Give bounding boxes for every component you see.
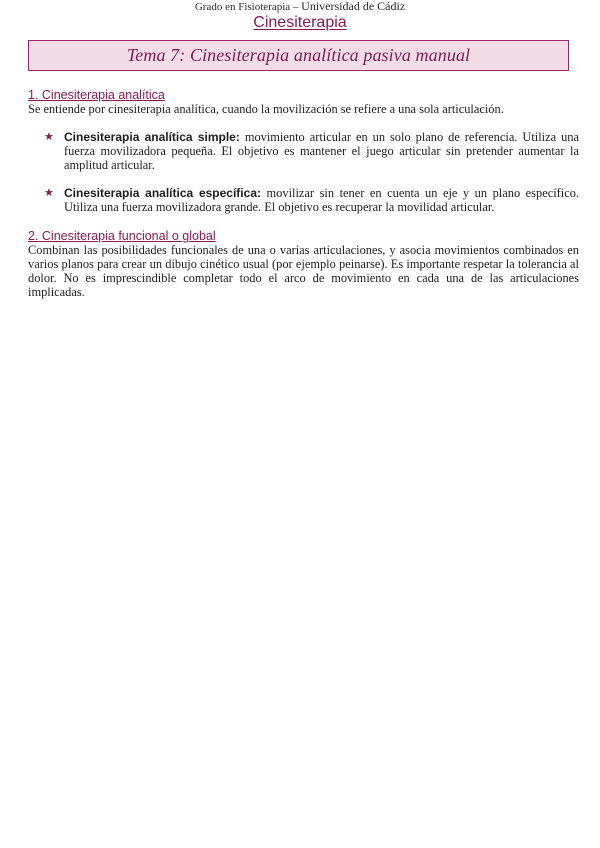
list-item-description: movimiento articular en un solo plano de referencia. Utiliza una fuerza movilizadora pequeña. El objetivo es mantener el juego articular sin pretender aumentar la amplitud articular.: [64, 130, 579, 172]
star-icon: ★: [44, 131, 54, 143]
topic-title: Tema 7: Cinesiterapia analítica pasiva manual: [126, 45, 471, 65]
course-title: Cinesiterapia: [253, 14, 347, 31]
list-item-term: Cinesiterapia analítica específica:: [64, 186, 261, 200]
list-item: [44, 130, 579, 172]
list-item: [44, 186, 579, 214]
list-item-text: [64, 186, 579, 214]
university-name: Universidad de Cádiz: [301, 0, 406, 13]
list-item-text: [64, 130, 579, 172]
section-body-paragraph: Combinan las posibilidades funcionales de una o varias articulaciones, y asocia movimientos combinados en varios planos para crear un dibujo cinético usual (por ejemplo peinarse). Es importante respetar la tolerancia al dolor. No es imprescindible completar todo el arco de movimiento en cada una de las articulaciones implicadas.: [28, 243, 579, 299]
section-heading-analitica: 1. Cinesiterapia analítica: [28, 88, 165, 102]
list-item-description: movilizar sin tener en cuenta un eje y un plano específico. Utiliza una fuerza movilizadora grande. El objetivo es recuperar la movilidad articular.: [64, 186, 580, 214]
section-intro-paragraph: Se entiende por cinesiterapia analítica, cuando la movilización se refiere a una sola articulación.: [28, 102, 504, 116]
section-heading-funcional: 2. Cinesiterapia funcional o global: [28, 229, 216, 243]
header-separator: –: [290, 1, 302, 13]
degree-name: Grado en Fisioterapia: [194, 1, 291, 13]
list-item-term: Cinesiterapia analítica simple:: [64, 130, 240, 144]
document-header: [0, 0, 600, 14]
topic-title-box: [28, 40, 569, 71]
star-icon: ★: [44, 187, 54, 199]
